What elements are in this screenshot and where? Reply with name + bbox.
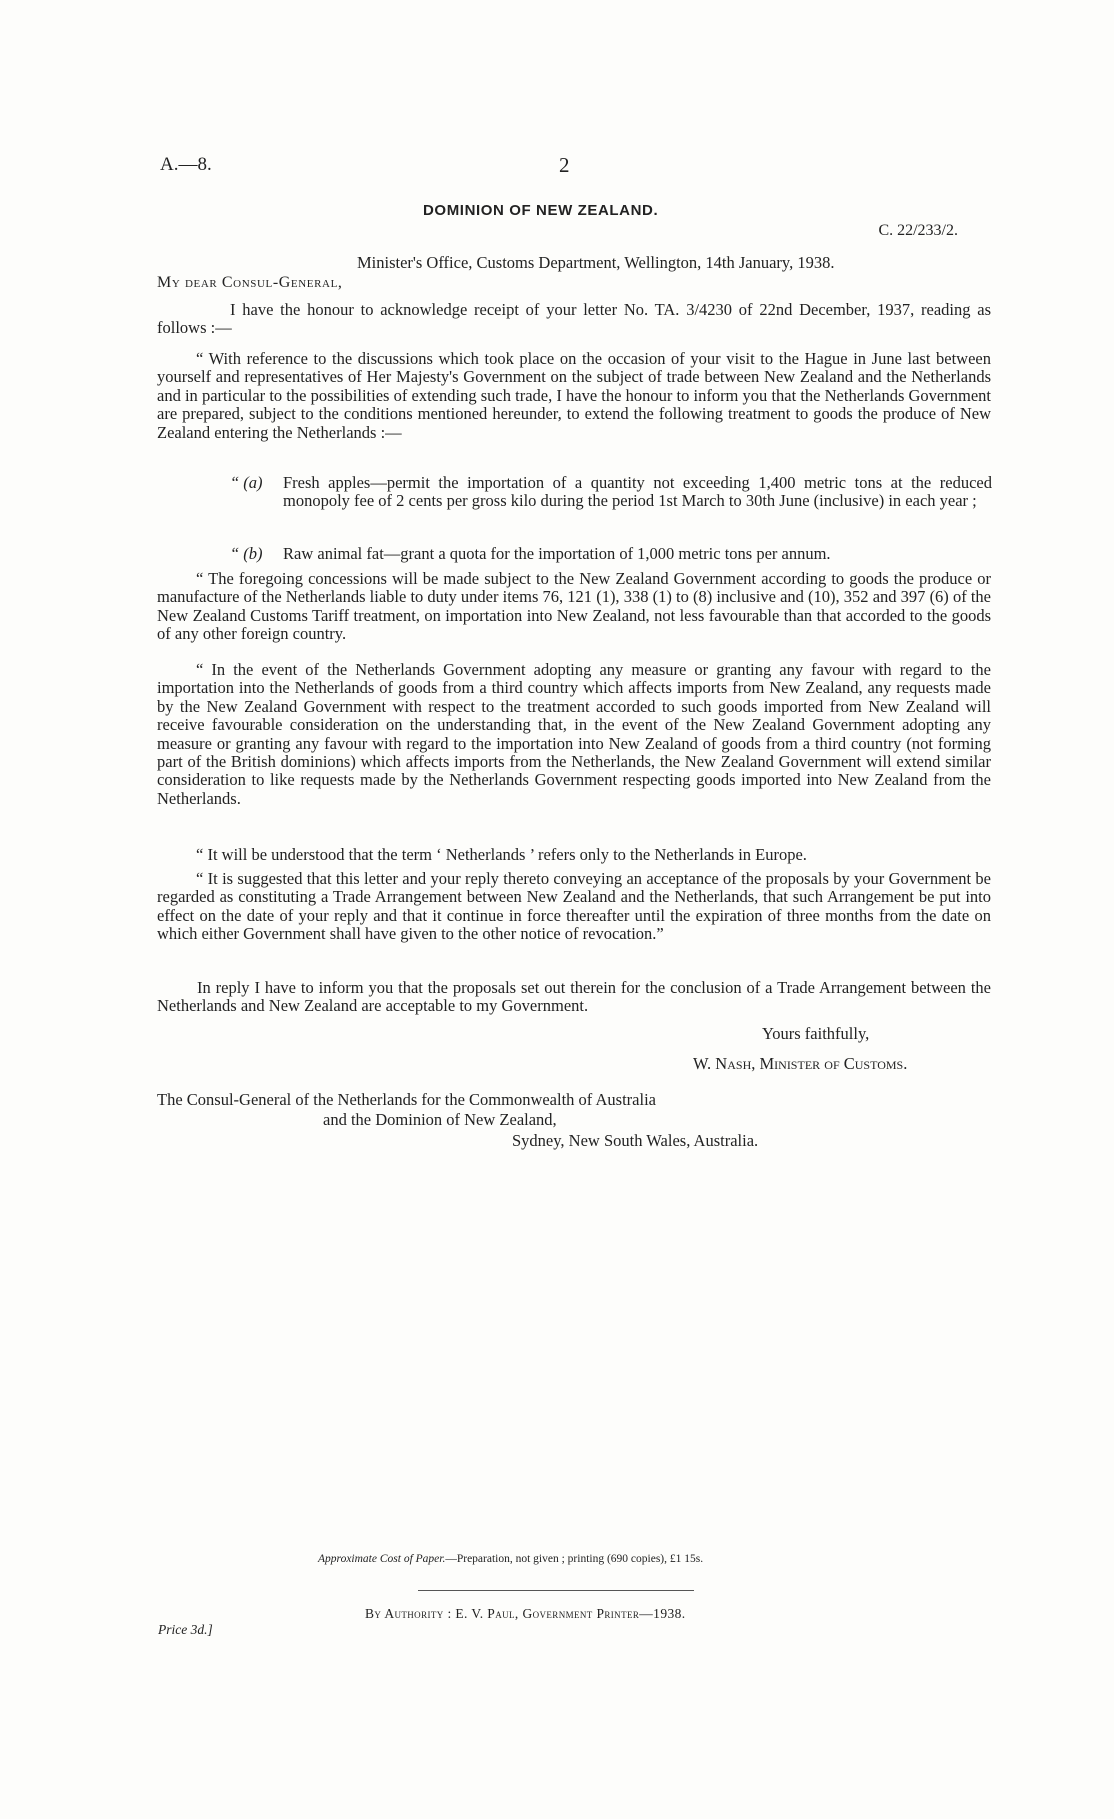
document-reference: A.—8. xyxy=(160,154,212,175)
authority-text: By Authority : E. V. Paul, Government Printer—1938. xyxy=(365,1606,686,1621)
quote-paragraph-3: “ In the event of the Netherlands Government adopting any measure or granting any favour with regard to the importation into the Netherlands of goods from a third country which affects imports from New Zealand, any requests made by the New Zealand Government with respect to the treatment accorded to such goods imported from New Zealand will receive favourable consideration on the understanding that, in the event of the New Zealand Government adopting any measure or granting any favour with regard to the importation into New Zealand of goods from a third country (not forming part of the British dominions) which affects imports from the Netherlands, the New Zealand Government will extend similar consideration to like requests made by the Netherlands Government respecting goods imported into New Zealand from the Netherlands. xyxy=(157,660,991,808)
address-line: Minister's Office, Customs Department, Wellington, 14th January, 1938. xyxy=(357,253,835,272)
intro-paragraph: I have the honour to acknowledge receipt of your letter No. TA. 3/4230 of 22nd December, 1937, reading as follows :— xyxy=(157,300,991,338)
item-a-label: “ (a) xyxy=(230,473,263,492)
quote-paragraph-1: “ With reference to the discussions which took place on the occasion of your visit to the Hague in June last between yourself and representatives of Her Majesty's Government on the subject of trade between New Zealand and the Netherlands and in particular to the possibilities of extending such trade, I have the honour to inform you that the Netherlands Government are prepared, subject to the conditions mentioned hereunder, to extend the following treatment to goods the produce of New Zealand entering the Netherlands :— xyxy=(157,349,991,442)
cost-note xyxy=(318,1553,703,1565)
printer-authority xyxy=(365,1606,686,1622)
quote-paragraph-2: “ The foregoing concessions will be made subject to the New Zealand Government according to goods the produce or manufacture of the Netherlands liable to duty under items 76, 121 (1), 338 (1) to (8) inclusive and (10), 352 and 397 (6) of the New Zealand Customs Tariff treatment, on importation into New Zealand, not less favourable than that accorded to the goods of any other foreign country. xyxy=(157,569,991,644)
recipient-line-2: and the Dominion of New Zealand, xyxy=(323,1110,557,1129)
reply-paragraph: In reply I have to inform you that the proposals set out therein for the conclusion of a Trade Arrangement between the Netherlands and New Zealand are acceptable to my Government. xyxy=(157,978,991,1016)
file-reference: C. 22/233/2. xyxy=(878,222,958,239)
item-b-text: Raw animal fat—grant a quota for the importation of 1,000 metric tons per annum. xyxy=(283,544,831,563)
closing: Yours faithfully, xyxy=(762,1024,870,1043)
cost-label: Approximate Cost of Paper. xyxy=(318,1553,446,1565)
quote-paragraph-4: “ It will be understood that the term ‘ Netherlands ’ refers only to the Netherlands in Europe. xyxy=(196,845,807,864)
footer-divider xyxy=(418,1590,694,1591)
signature xyxy=(693,1054,907,1074)
price: Price 3d.] xyxy=(158,1622,213,1637)
quote-paragraph-5: “ It is suggested that this letter and your reply thereto conveying an acceptance of the proposals by your Government be regarded as constituting a Trade Arrangement between New Zealand and the Netherlands, that such Arrangement be put into effect on the date of your reply and that it continue in force thereafter until the expiration of three months from the date on which either Government shall have given to the other notice of revocation.” xyxy=(157,869,991,944)
item-b-label: “ (b) xyxy=(230,544,263,563)
recipient-line-3: Sydney, New South Wales, Australia. xyxy=(512,1131,759,1150)
cost-text: —Preparation, not given ; printing (690 copies), £1 15s. xyxy=(445,1553,704,1565)
signature-text: W. Nash, Minister of Customs. xyxy=(693,1054,908,1073)
page-number: 2 xyxy=(559,153,570,177)
list-item xyxy=(230,545,992,563)
recipient-line-1: The Consul-General of the Netherlands for the Commonwealth of Australia xyxy=(157,1090,656,1109)
list-item xyxy=(230,474,992,511)
item-a-text: Fresh apples—permit the importation of a quantity not exceeding 1,400 metric tons at the reduced monopoly fee of 2 cents per gross kilo during the period 1st March to 30th June (inclusive) in each year ; xyxy=(283,473,992,511)
page-title: DOMINION OF NEW ZEALAND. xyxy=(423,202,659,219)
salutation: My dear Consul-General, xyxy=(157,274,343,291)
